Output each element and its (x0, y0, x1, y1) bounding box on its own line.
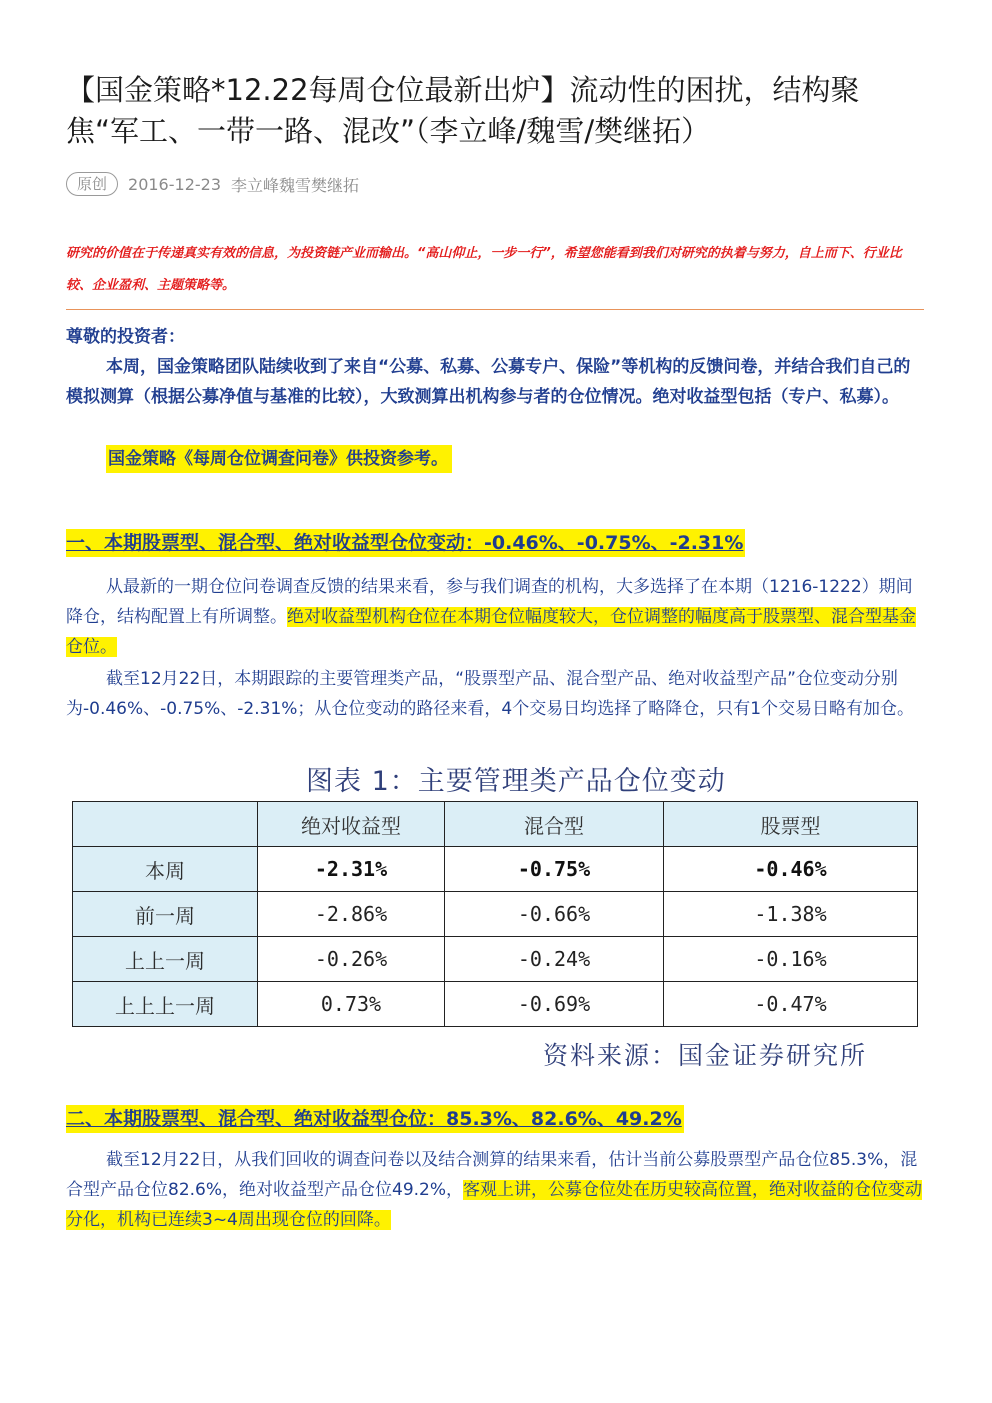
table-row (73, 937, 918, 982)
header-cell: 股票型 (664, 802, 918, 847)
article-title: 【国金策略*12.22每周仓位最新出炉】流动性的困扰，结构聚焦“军工、一带一路、混改”（李立峰/魏雪/樊继拓） (66, 73, 860, 148)
table-cell: -0.69% (445, 982, 664, 1027)
position-change-table (72, 801, 918, 1027)
table-row (73, 982, 918, 1027)
table-cell: -0.16% (664, 937, 918, 982)
header-cell (73, 802, 258, 847)
section1-paragraph1 (66, 572, 926, 662)
figure-title: 图表 1：主要管理类产品仓位变动 (306, 766, 726, 797)
row-label: 本周 (73, 847, 258, 892)
table-cell: -2.86% (258, 892, 445, 937)
section1-paragraph2: 截至12月22日，本期跟踪的主要管理类产品，“股票型产品、混合型产品、绝对收益型产品”仓位变动分别为-0.46%、-0.75%、-2.31%；从仓位变动的路径来看，4个交易日均选择了略降仓，只有1个交易日略有加仓。 (66, 669, 915, 719)
figure-source: 资料来源：国金证券研究所 (543, 1041, 868, 1070)
table-cell: -0.46% (664, 847, 918, 892)
header-cell: 混合型 (445, 802, 664, 847)
greeting: 尊敬的投资者： (66, 327, 185, 347)
article-meta (66, 171, 359, 197)
table-cell: -0.24% (445, 937, 664, 982)
table-cell: -0.75% (445, 847, 664, 892)
table-row (73, 847, 918, 892)
header-cell: 绝对收益型 (258, 802, 445, 847)
row-label: 前一周 (73, 892, 258, 937)
reference-note: 国金策略《每周仓位调查问卷》供投资参考。 (106, 445, 452, 473)
section2-p-text: 截至12月22日，从我们回收的调查问卷以及结合测算的结果来看，估计当前公募股票型产品仓位85.3%，混合型产品仓位82.6%，绝对收益型产品仓位49.2%， (66, 1150, 918, 1200)
section2-paragraph (66, 1145, 926, 1235)
section1-heading: 一、本期股票型、混合型、绝对收益型仓位变动：-0.46%、-0.75%、-2.31% (66, 529, 745, 557)
section2-p-highlight: 客观上讲，公募仓位处在历史较高位置，绝对收益的仓位变动分化，机构已连续3~4周出现仓位的回降。 (66, 1180, 923, 1230)
section1-p1-text: 从最新的一期仓位问卷调查反馈的结果来看，参与我们调查的机构，大多选择了在本期（1216-1222）期间降仓，结构配置上有所调整。 (66, 577, 913, 627)
intro-paragraph: 本周，国金策略团队陆续收到了来自“公募、私募、公募专户、保险”等机构的反馈问卷，并结合我们自己的模拟测算（根据公募净值与基准的比较），大致测算出机构参与者的仓位情况。绝对收益型包括（专户、私募）。 (66, 357, 911, 407)
table-header-row (73, 802, 918, 847)
row-label: 上上上一周 (73, 982, 258, 1027)
publish-date: 2016-12-23 (128, 174, 221, 194)
motto-text: 研究的价值在于传递真实有效的信息，为投资链产业而输出。“高山仰止，一步一行”，希望您能看到我们对研究的执着与努力，自上而下、行业比较、企业盈利、主题策略等。 (66, 246, 902, 293)
author-name[interactable]: 李立峰魏雪樊继拓 (231, 175, 360, 195)
original-badge: 原创 (66, 172, 118, 196)
table-cell: -0.26% (258, 937, 445, 982)
section2-heading: 二、本期股票型、混合型、绝对收益型仓位：85.3%、82.6%、49.2% (66, 1105, 684, 1133)
table-cell: 0.73% (258, 982, 445, 1027)
divider (66, 309, 924, 310)
section1-p1-highlight: 绝对收益型机构仓位在本期仓位幅度较大，仓位调整的幅度高于股票型、混合型基金仓位。 (66, 607, 916, 657)
row-label: 上上一周 (73, 937, 258, 982)
table-row (73, 892, 918, 937)
table-cell: -0.47% (664, 982, 918, 1027)
table-cell: -0.66% (445, 892, 664, 937)
table-cell: -2.31% (258, 847, 445, 892)
table-cell: -1.38% (664, 892, 918, 937)
